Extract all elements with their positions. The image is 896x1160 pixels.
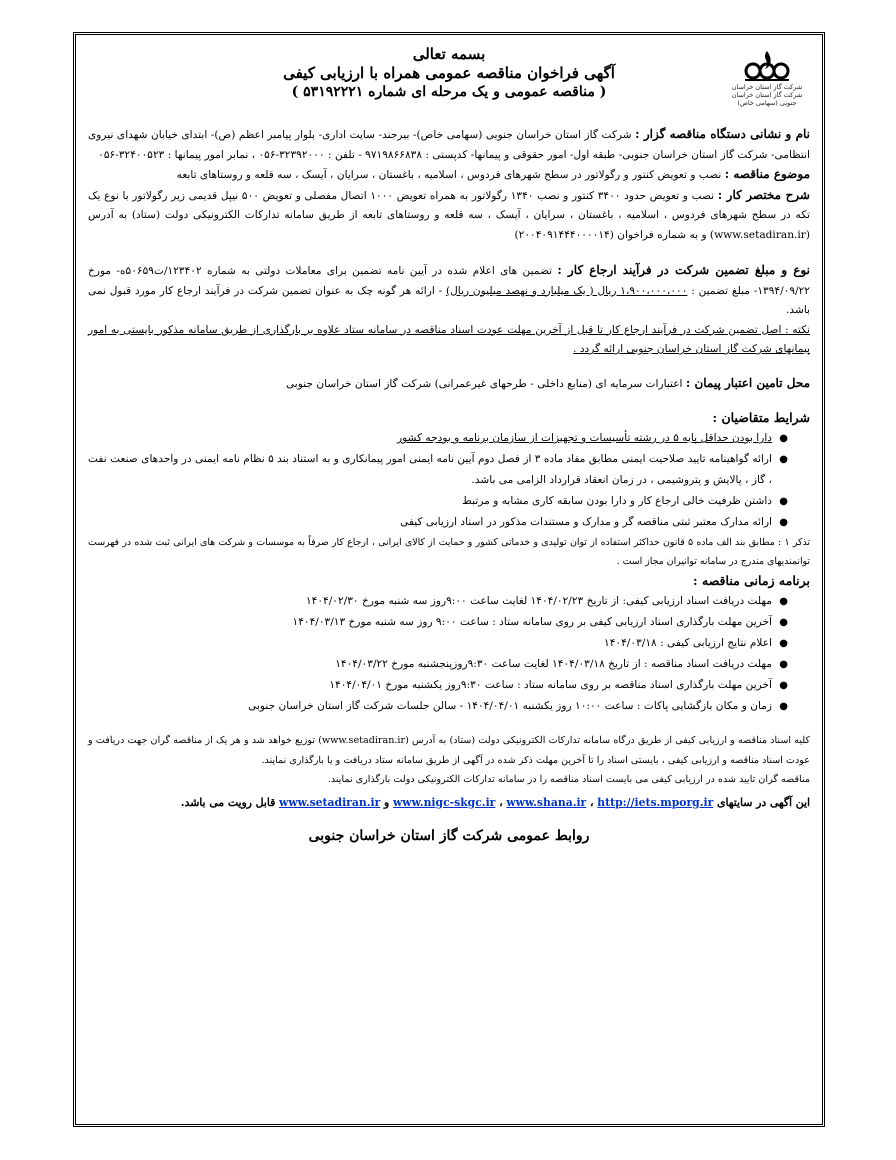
conditions-list [88,428,810,533]
summary-label: شرح مختصر کار : [717,187,810,202]
site-link-nigc[interactable]: www.nigc-skgc.ir [393,795,496,809]
logo-caption-1: شرکت گاز استان خراسان [731,83,803,91]
sites-separator: ، [586,795,598,809]
guarantee-note: نکته : اصل تضمین شرکت در فرآیند ارجاع کار تا قبل از آخرین مهلت عودت اسناد مناقصه در سامانه ستاد علاوه بر بارگذاری از طریق سامانه مذکور بایستی به امور پیمانهای شرکت گاز استان خراسان جنوبی ارائه گردد . [88,323,810,355]
bullet-icon: ● [779,680,788,691]
bullet-icon: ● [779,433,788,444]
schedule-text: اعلام نتایج ارزیابی کیفی : ۱۴۰۴/۰۳/۱۸ [604,637,772,649]
conditions-heading: شرایط متقاضیان : [712,410,810,425]
subject-label: موضوع مناقصه : [724,167,810,181]
sites-prefix: این آگهی در سایتهای [713,795,810,809]
schedule-text: مهلت دریافت اسناد ارزیابی کیفی: از تاریخ ۱۴۰۴/۰۲/۲۳ لغایت ساعت ۹:۰۰روز سه شنبه مورخ ۱۴۰۴/۰۲/۳۰ [305,595,772,607]
bullet-icon: ● [779,701,788,712]
list-item [88,591,788,612]
guarantee-section [88,261,810,321]
org-section [88,125,810,165]
site-link-shana[interactable]: www.shana.ir [506,795,587,809]
list-item [88,612,788,633]
title-block [88,41,810,102]
gas-flame-logo-icon [741,49,793,83]
bismillah-title: بسمه تعالی [412,45,486,63]
company-logo [724,49,810,107]
site-link-iets[interactable]: http://iets.mporg.ir [597,795,714,809]
funding-label: محل تامین اعتبار پیمان : [685,375,810,390]
funding-section [88,374,810,395]
guarantee-label: نوع و مبلغ تضمین شرکت در فرآیند ارجاع کار : [557,263,810,277]
bullet-icon: ● [779,496,788,507]
closing-paragraph-2: مناقصه گران تایید شده در ارزیابی کیفی می بایست اسناد مناقصه را در سامانه تدارکات الکترونیکی دولت بارگذاری نمایند. [327,774,810,785]
logo-caption-2: شرکت گاز استان خراسان جنوبی (سهامی خاص) [731,91,803,107]
sites-and: و [380,795,394,809]
sites-line [88,792,810,814]
funding-text: اعتبارات سرمایه ای (منابع داخلی - طرحهای غیرعمرانی) شرکت گاز استان خراسان جنوبی [285,377,686,390]
footer-signature: روابط عمومی شرکت گاز استان خراسان جنوبی [308,827,590,844]
bullet-icon: ● [779,596,788,607]
list-item [88,654,788,675]
summary-text: نصب و تعویض حدود ۳۴۰۰ کنتور و نصب ۱۳۴۰ رگولاتور به همراه تعویض ۱۰۰۰ اتصال مفصلی و تعویض ۵۰۰ نیپل قدیمی زیر رگولاتور با نوع یک تکه در سطح شهرهای فردوس ، اسلامیه ، باغستان ، سرایان ، آیسک ، سه قلعه و روستاهای تابعه از طریق سامانه تدارکات الکترونیکی دولت (ستاد) به آدرس (www.setadiran.ir) و به شماره فراخوان (۲۰۰۴۰۹۱۴۴۴۰۰۰۰۱۴) [88,189,810,241]
list-item [88,428,788,449]
schedule-text: آخرین مهلت بارگذاری اسناد مناقصه بر روی سامانه ستاد : ساعت ۹:۳۰روز یکشنبه مورخ ۱۴۰۴/۰۴/۰۱ [329,679,772,691]
schedule-text: آخرین مهلت بارگذاری اسناد ارزیابی کیفی بر روی سامانه ستاد : ساعت ۹:۰۰ روز سه شنبه مورخ ۱۴۰۴/۰۳/۱۳ [292,616,772,628]
sites-suffix: قابل رویت می باشد. [180,795,280,809]
schedule-heading: برنامه زمانی مناقصه : [693,573,810,588]
subject-text: نصب و تعویض کنتور و رگولاتور در سطح شهرهای فردوس ، اسلامیه ، باغستان ، سرایان ، آیسک ، سه قلعه و روستاهای تابعه [176,169,725,181]
site-link-setadiran[interactable]: www.setadiran.ir [279,795,381,809]
condition-text: داشتن ظرفیت خالی ارجاع کار و دارا بودن سابقه کاری مشابه و مرتبط [462,495,772,507]
bullet-icon: ● [779,454,788,465]
bullet-icon: ● [779,638,788,649]
org-text: شرکت گاز استان خراسان جنوبی (سهامی خاص)- بیرجند- سایت اداری- بلوار پیامبر اعظم (ص)- ابتدای خیابان شهدای نیروی انتظامی- شرکت گاز استان خراسان جنوبی- طبقه اول- امور حقوقی و پیمانها- کدپستی : ۹۷۱۹۸۶۶۸۳۸ - تلفن : ۳۲۳۹۲۰۰۰-۰۵۶ ، نمابر امور پیمانها : ۳۲۴۰۰۵۲۳-۰۵۶ [88,129,810,161]
announcement-frame [73,32,825,1127]
closing-paragraph-1: کلیه اسناد مناقصه و ارزیابی کیفی از طریق درگاه سامانه تدارکات الکترونیکی دولت (ستاد) به آدرس (www.setadiran.ir) توزیع خواهد شد و هر یک از مناقصه گران جهت دریافت و عودت اسناد مناقصه و ارزیابی کیفی ، بایستی اسناد را تا آخرین مهلت ذکر شده در آگهی از طریق سامانه ستاد دریافت و یا بارگذاری نمایند. [88,735,811,766]
list-item [88,512,788,533]
bullet-icon: ● [779,659,788,670]
list-item [88,449,788,491]
org-label: نام و نشانی دستگاه مناقصه گزار : [635,127,811,141]
list-item [88,491,788,512]
announcement-title: آگهی فراخوان مناقصه عمومی همراه با ارزیابی کیفی [283,64,615,82]
list-item [88,696,788,717]
tender-number-title: ( مناقصه عمومی و یک مرحله ای شماره ۵۳۱۹۲۲۲۱ ) [291,84,607,100]
guarantee-text-b: - ارائه هر گونه چک به عنوان تضمین شرکت در فرآیند ارجاع کار مورد قبول نمی باشد. [88,284,810,316]
bullet-icon: ● [779,617,788,628]
list-item [88,675,788,696]
schedule-list [88,591,810,717]
guarantee-text-a: تضمین های اعلام شده در آیین نامه تضمین برای معاملات دولتی به شماره ۱۲۳۴۰۲/ت۵۰۶۵۹ه- مورخ ۱۳۹۴/۰۹/۲۲- مبلغ تضمین : [88,265,810,297]
schedule-text: زمان و مکان بازگشایی پاکات : ساعت ۱۰:۰۰ روز یکشنبه ۱۴۰۴/۰۴/۰۱ - سالن جلسات شرکت گاز استان خراسان جنوبی [248,700,772,712]
schedule-text: مهلت دریافت اسناد مناقصه : از تاریخ ۱۴۰۴/۰۳/۱۸ لغایت ساعت ۹:۳۰روزپنجشنبه مورخ ۱۴۰۴/۰۳/۲۲ [335,658,772,670]
guarantee-amount: ۱،۹۰۰،۰۰۰،۰۰۰ ریال ( یک میلیارد و نهصد میلیون ریال) [445,284,688,297]
conditions-note: تذکر ۱ : مطابق بند الف ماده ۵ قانون حداکثر استفاده از توان تولیدی و خدماتی کشور و حمایت از کالای ایرانی ، ارجاع کار صرفاً به موسسات و شرکت های ایرانی ثبت شده در فهرست توانمندیهای مندرج در سامانه توانیران مجاز است . [88,537,810,567]
summary-section [88,186,810,246]
list-item [88,633,788,654]
condition-text: ارائه گواهینامه تایید صلاحیت ایمنی مطابق مفاد ماده ۳ از فصل دوم آیین نامه ایمنی امور پیمانکاری و به استناد بند ۵ نظام نامه ایمنی در واحدهای صنعت نفت ، گاز ، پالایش و پتروشیمی ، در زمان انعقاد قرارداد الزامی می باشد. [88,453,772,486]
bullet-icon: ● [779,517,788,528]
condition-text: ارائه مدارک معتبر ثبتی مناقصه گر و مدارک و مستندات مذکور در اسناد ارزیابی کیفی [400,516,772,528]
condition-text: دارا بودن حداقل پایه ۵ در رشته تأسیسات و تجهیزات از سازمان برنامه و بودجه کشور [396,432,772,444]
sites-separator: ، [495,795,507,809]
header [88,41,810,125]
subject-section [88,165,810,186]
